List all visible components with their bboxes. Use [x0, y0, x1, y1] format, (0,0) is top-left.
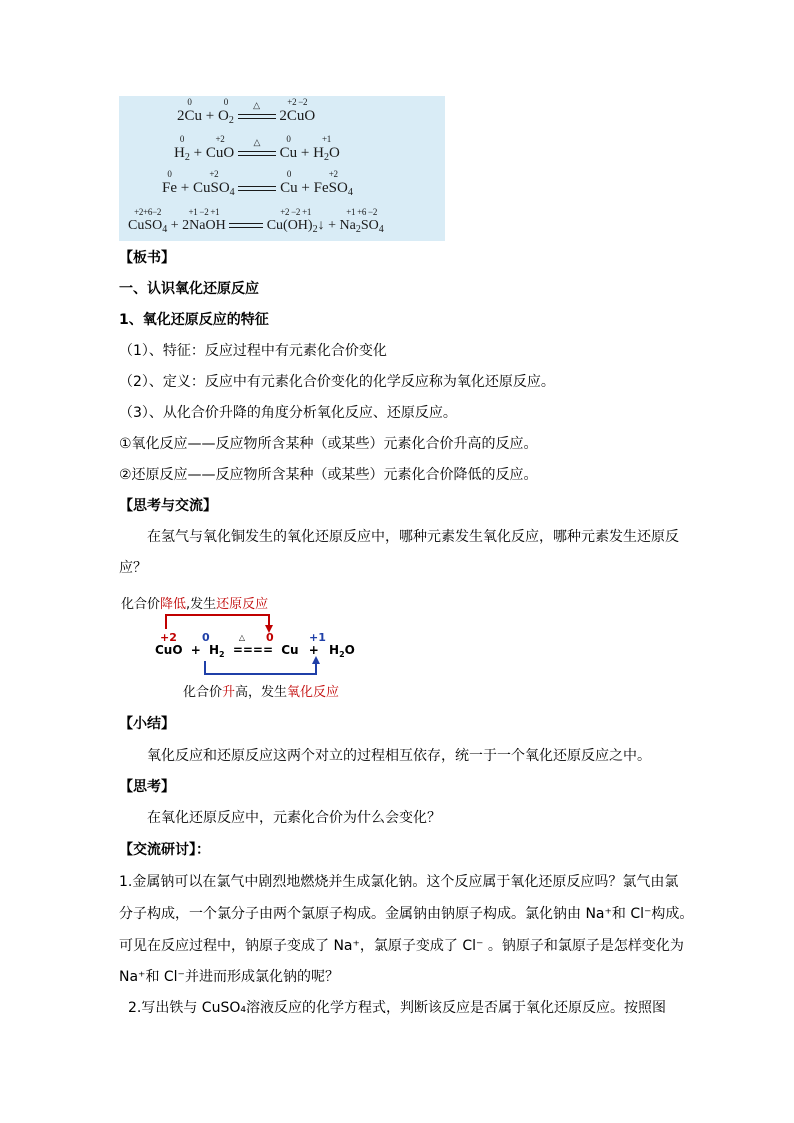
- diagram-bottom-label: 化合价升高，发生氧化反应: [183, 685, 340, 700]
- eq2-arrow: △: [238, 149, 276, 159]
- val-cu: 0: [266, 631, 274, 644]
- question-1: 在氢气与氧化铜发生的氧化还原反应中，哪种元素发生氧化反应，哪种元素发生还原反: [147, 529, 679, 545]
- eq4-reactant-1: +2+6−2 CuSO$_4$: [128, 207, 168, 235]
- equation-box: [119, 96, 445, 241]
- heading-1: 一、认识氧化还原反应: [119, 281, 259, 297]
- blue-arrow-line: [205, 661, 316, 674]
- eq4-reactant-2: +1 −2 +1 2NaOH: [182, 207, 226, 233]
- red-arrow-line: [166, 615, 269, 629]
- section-banshu: 【板书】: [119, 250, 175, 266]
- eq1-reactant-1: 0 2Cu: [177, 97, 203, 124]
- eq4-product-1: +2 −2 +1 $Cu(OH)_2↓$: [266, 207, 325, 235]
- eq2-product-1: 0 Cu: [279, 134, 298, 161]
- discuss-1b: 分子构成，一个氯分子由两个氯原子构成。金属钠由钠原子构成。氯化钠由 Na⁺和 Cl⁻构成。: [119, 906, 694, 922]
- eq3-reactant-1: 0 Fe: [162, 169, 177, 196]
- equation-4: +2+6−2 CuSO$_4$ + +1 −2 +1 2NaOH +2 −2 +1 $Cu(OH)_2↓$ + +1 +6 −2 $Na_2SO_4$: [128, 207, 384, 235]
- section-discuss: 【交流研讨】：: [119, 842, 210, 858]
- eq3-product-2: +2 FeSO$_4$: [313, 169, 353, 198]
- redox-diagram: [119, 589, 359, 704]
- equation-1: 0 2Cu + 0 $O_2$ △ +2 −2 2CuO: [177, 97, 316, 126]
- point-5: ②还原反应——反应物所含某种（或某些）元素化合价降低的反应。: [119, 467, 538, 483]
- point-3: （3）、从化合价升降的角度分析氧化反应、还原反应。: [119, 405, 457, 421]
- question-1-cont: 应？: [119, 560, 147, 576]
- val-h2o: +1: [309, 631, 326, 644]
- eq2-reactant-1: 0 $H_2$: [174, 134, 190, 163]
- point-2: （2）、定义：反应中有元素化合价变化的化学反应称为氧化还原反应。: [119, 374, 555, 390]
- val-cuo: +2: [160, 631, 177, 644]
- equation-2: 0 $H_2$ + +2 CuO △ 0 Cu + +1 $H_2O$: [174, 134, 340, 163]
- eq3-product-1: 0 Cu: [280, 169, 298, 196]
- think-text: 在氧化还原反应中，元素化合价为什么会变化？: [147, 810, 441, 826]
- eq2-product-2: +1 $H_2O$: [313, 134, 340, 163]
- val-h2: 0: [202, 631, 210, 644]
- heading-2: 1、氧化还原反应的特征: [119, 312, 269, 328]
- section-summary: 【小结】: [119, 716, 175, 732]
- discuss-1d: Na⁺和 Cl⁻并进而形成氯化钠的呢？: [119, 969, 339, 985]
- eq1-reactant-2: 0 $O_2$: [217, 97, 234, 126]
- eq3-reactant-2: +2 CuSO$_4$: [192, 169, 235, 198]
- discuss-1a: 1.金属钠可以在氯气中剧烈地燃烧并生成氯化钠。这个反应属于氧化还原反应吗？氯气由氯: [119, 874, 679, 890]
- eq1-arrow: △: [238, 112, 276, 122]
- discuss-1c: 可见在反应过程中，钠原子变成了 Na⁺，氯原子变成了 Cl⁻ 。钠原子和氯原子是怎样变化为: [119, 938, 684, 954]
- equation-3: 0 Fe + +2 CuSO$_4$ 0 Cu + +2 FeSO$_4$: [162, 169, 353, 198]
- discuss-2: 2.写出铁与 CuSO₄溶液反应的化学方程式，判断该反应是否属于氧化还原反应。按照图: [128, 1000, 666, 1016]
- eq1-product: +2 −2 2CuO: [279, 97, 316, 124]
- eq4-arrow: [229, 221, 263, 231]
- section-think: 【思考】: [119, 779, 175, 795]
- diagram-top-label: 化合价降低,发生还原反应: [121, 597, 269, 612]
- eq4-product-2: +1 +6 −2 $Na_2SO_4$: [339, 207, 384, 235]
- point-4: ①氧化反应——反应物所含某种（或某些）元素化合价升高的反应。: [119, 436, 538, 452]
- eq2-reactant-2: +2 CuO: [205, 134, 235, 161]
- diagram-formula: CuO + $H_2$ △ ==== $Cu + H_2O$: [155, 633, 355, 659]
- section-think-exchange: 【思考与交流】: [119, 498, 217, 514]
- point-1: （1）、特征：反应过程中有元素化合价变化: [119, 343, 387, 359]
- eq3-arrow: [238, 184, 276, 194]
- summary-text: 氧化反应和还原反应这两个对立的过程相互依存，统一于一个氧化还原反应之中。: [147, 748, 651, 764]
